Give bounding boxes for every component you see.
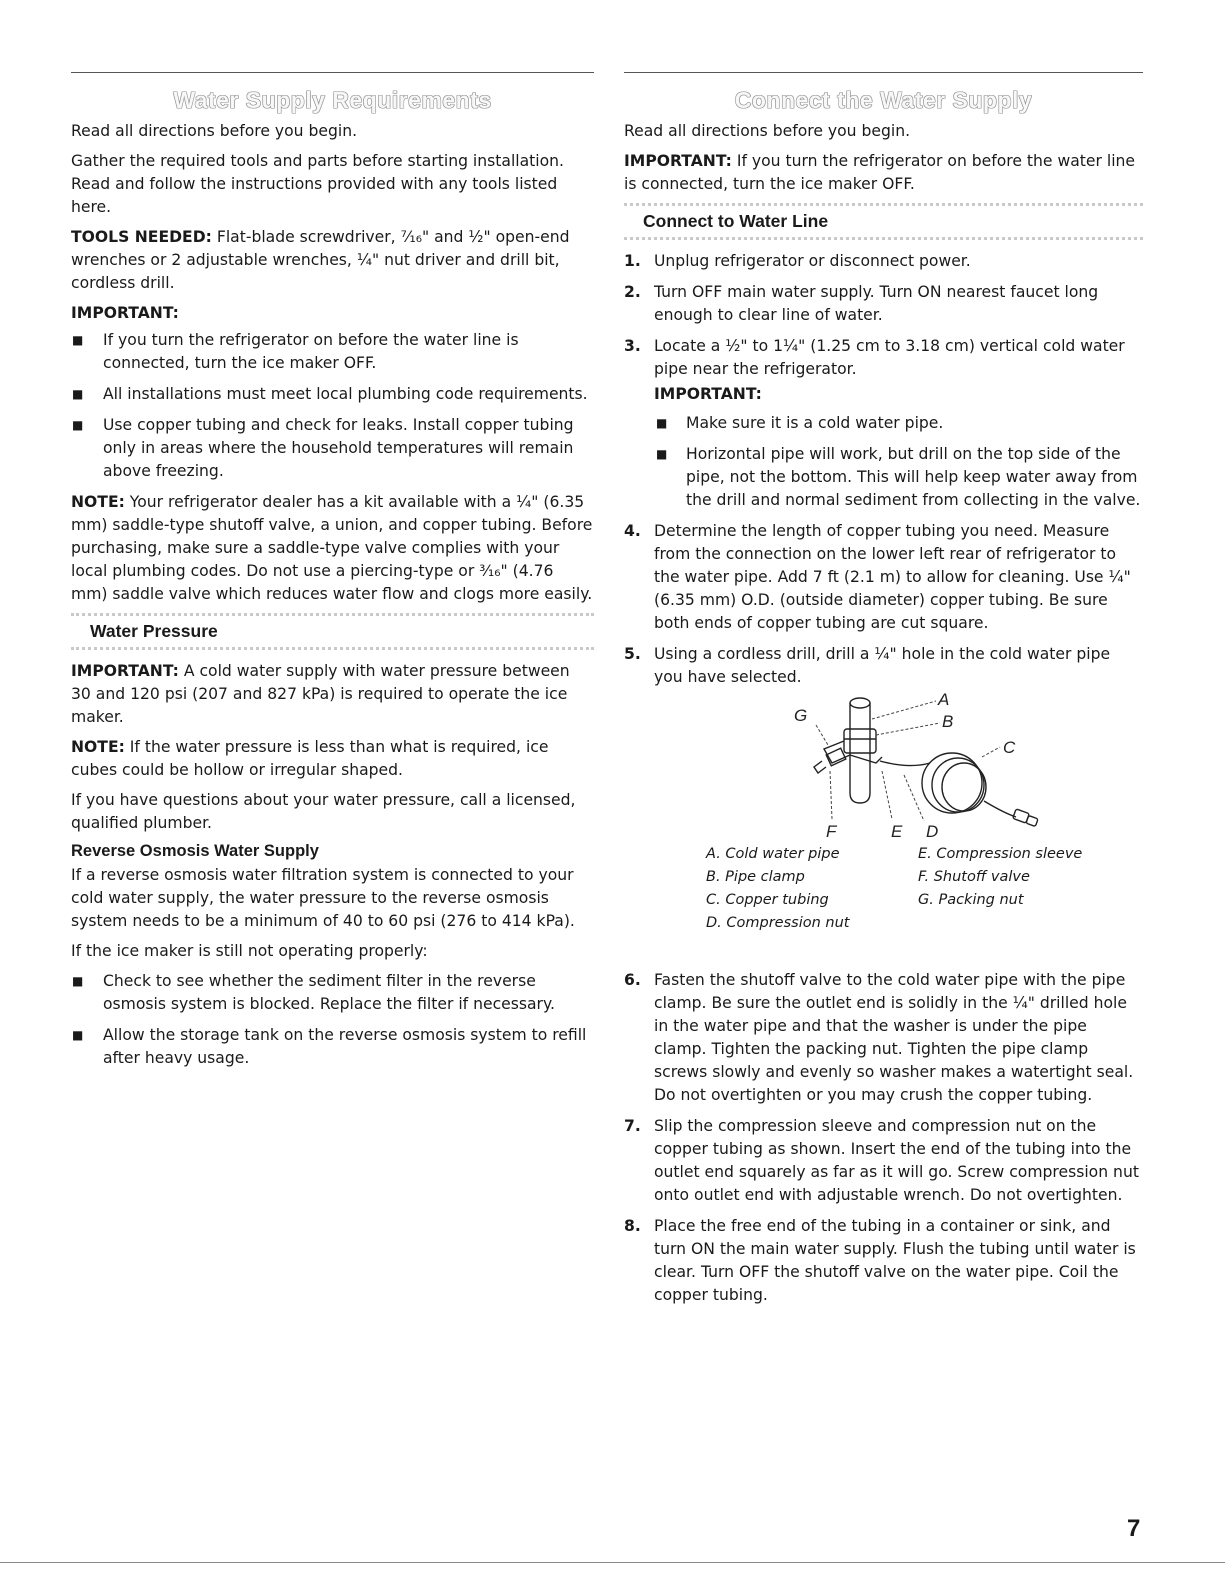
list-item: ■ Allow the storage tank on the reverse osmosis system to refill after heavy usage. — [71, 1024, 594, 1070]
callout-g: G — [794, 706, 808, 725]
step-item — [624, 643, 1143, 961]
step-number: 4. — [624, 522, 641, 540]
list-item: ■ Check to see whether the sediment filter in the reverse osmosis system is blocked. Replace the filter if necessary. — [71, 970, 594, 1016]
step-number: 3. — [624, 337, 641, 355]
step-number: 5. — [624, 645, 641, 663]
callout-b: B — [942, 712, 954, 731]
step-text: Using a cordless drill, drill a ¼" hole in the cold water pipe you have selected. — [654, 645, 1111, 686]
legend-item: E. Compression sleeve — [918, 846, 1083, 862]
read-directions-text: Read all directions before you begin. — [624, 122, 911, 140]
legend-item: A. Cold water pipe — [706, 846, 840, 862]
ice-maker-not-operating-text: If the ice maker is still not operating properly: — [71, 942, 428, 960]
step-text: Place the free end of the tubing in a container or sink, and turn ON the main water supply. Flush the tubing until water is clear. Turn OFF the shutoff valve on the water pipe. Coil the copper tubing. — [654, 1217, 1136, 1304]
step-item — [624, 250, 1143, 273]
step-item — [624, 1215, 1143, 1307]
right-important-paragraph — [624, 150, 1143, 196]
step-item — [624, 1115, 1143, 1207]
note-label: NOTE: — [71, 493, 125, 511]
callout-d: D — [926, 822, 939, 841]
pressure-important-label: IMPORTANT: — [71, 662, 179, 680]
step-item — [624, 969, 1143, 1107]
left-top-rule — [71, 72, 594, 73]
important-list — [71, 329, 594, 483]
right-important-label: IMPORTANT: — [624, 152, 732, 170]
step-text: Unplug refrigerator or disconnect power. — [654, 252, 971, 270]
pressure-important-paragraph — [71, 660, 594, 729]
tools-needed-paragraph — [71, 226, 594, 295]
step-text: Locate a ½" to 1¼" (1.25 cm to 3.18 cm) vertical cold water pipe near the refrigerator. — [654, 337, 1125, 378]
step-number: 6. — [624, 971, 641, 989]
step-text: Slip the compression sleeve and compression nut on the copper tubing as shown. Insert the end of the tubing into the outlet end squarely as far as it will go. Screw compression nut onto outlet end with adjustable wrench. Do not overtighten. — [654, 1117, 1139, 1204]
water-pressure-heading: Water Pressure — [71, 613, 594, 650]
callout-e: E — [891, 822, 903, 841]
tools-needed-label: TOOLS NEEDED: — [71, 228, 212, 246]
step3-important-label: IMPORTANT: — [654, 385, 762, 403]
shutoff-valve-figure — [654, 691, 1143, 961]
right-important-text: If you turn the refrigerator on before the water line is connected, turn the ice maker OFF. — [624, 152, 1135, 193]
step-text: Determine the length of copper tubing you need. Measure from the connection on the lower left rear of refrigerator to the water pipe. Add 7 ft (2.1 m) to allow for cleaning. Use ¼" (6.35 mm) O.D. (outside diameter) copper tubing. Be sure both ends of copper tubing are cut square. — [654, 522, 1131, 632]
step-item — [624, 335, 1143, 512]
legend-item: G. Packing nut — [918, 892, 1024, 908]
left-column — [71, 72, 594, 1078]
legend-item: B. Pipe clamp — [706, 869, 805, 885]
step-text: Fasten the shutoff valve to the cold water pipe with the pipe clamp. Be sure the outlet end is solidly in the ¼" drilled hole in the water pipe and that the washer is under the pipe clamp. Tighten the packing nut. Tighten the pipe clamp screws slowly and evenly so washer makes a watertight seal. Do not overtighten or you may crush the copper tubing. — [654, 971, 1134, 1104]
legend-item: F. Shutoff valve — [918, 869, 1030, 885]
reverse-osmosis-list — [71, 970, 594, 1070]
list-item: ■ Horizontal pipe will work, but drill on the top side of the pipe, not the bottom. This will help keep water away from the drill and normal sediment from collecting in the valve. — [654, 443, 1143, 512]
right-top-rule — [624, 72, 1143, 73]
gather-tools-text: Gather the required tools and parts before starting installation. Read and follow the instructions provided with any tools listed here. — [71, 152, 564, 216]
callout-c: C — [1003, 738, 1016, 757]
right-column — [624, 72, 1143, 1315]
shutoff-valve-diagram — [654, 691, 1143, 843]
list-item: ■ All installations must meet local plumbing code requirements. — [71, 383, 594, 406]
note-paragraph — [71, 491, 594, 606]
step-number: 1. — [624, 252, 641, 270]
list-item: ■ Make sure it is a cold water pipe. — [654, 412, 1143, 435]
step3-important-list — [654, 412, 1143, 512]
step-number: 7. — [624, 1117, 641, 1135]
step-item — [624, 281, 1143, 327]
water-supply-requirements-title: Water Supply Requirements — [173, 87, 492, 113]
page-number: 7 — [1127, 1515, 1141, 1542]
pressure-important-text: A cold water supply with water pressure between 30 and 120 psi (207 and 827 kPa) is required to operate the ice maker. — [71, 662, 570, 726]
connect-water-supply-title: Connect the Water Supply — [734, 87, 1033, 113]
step-number: 8. — [624, 1217, 641, 1235]
plumber-text: If you have questions about your water pressure, call a licensed, qualified plumber. — [71, 791, 576, 832]
callout-f: F — [826, 822, 837, 841]
steps-list — [624, 250, 1143, 1307]
note-text: Your refrigerator dealer has a kit available with a ¼" (6.35 mm) saddle-type shutoff valve, a union, and copper tubing. Before purchasing, make sure a saddle-type valve complies with your local plumbing codes. Do not use a piercing-type or ³⁄₁₆" (4.76 mm) saddle valve which reduces water flow and clogs more easily. — [71, 493, 593, 603]
callout-a: A — [938, 691, 950, 709]
read-directions-text: Read all directions before you begin. — [71, 122, 358, 140]
step-item — [624, 520, 1143, 635]
legend-item: D. Compression nut — [706, 915, 850, 931]
step-text: Turn OFF main water supply. Turn ON nearest faucet long enough to clear line of water. — [654, 283, 1099, 324]
important-label: IMPORTANT: — [71, 304, 179, 322]
pressure-note-label: NOTE: — [71, 738, 125, 756]
legend-item: C. Copper tubing — [706, 892, 829, 908]
reverse-osmosis-heading: Reverse Osmosis Water Supply — [71, 842, 319, 860]
reverse-osmosis-text: If a reverse osmosis water filtration system is connected to your cold water supply, the water pressure to the reverse osmosis system needs to be a minimum of 40 to 60 psi (276 to 414 kPa). — [71, 866, 575, 930]
list-item: ■ If you turn the refrigerator on before the water line is connected, turn the ice maker OFF. — [71, 329, 594, 375]
list-item: ■ Use copper tubing and check for leaks. Install copper tubing only in areas where the household temperatures will remain above freezing. — [71, 414, 594, 483]
connect-to-water-line-heading: Connect to Water Line — [624, 203, 1143, 240]
pressure-note-paragraph — [71, 736, 594, 782]
pressure-note-text: If the water pressure is less than what is required, ice cubes could be hollow or irregular shaped. — [71, 738, 549, 779]
bottom-rule — [0, 1562, 1225, 1563]
step-number: 2. — [624, 283, 641, 301]
tools-needed-text: Flat-blade screwdriver, ⁷⁄₁₆" and ½" open-end wrenches or 2 adjustable wrenches, ¼" nut driver and drill bit, cordless drill. — [71, 228, 570, 292]
